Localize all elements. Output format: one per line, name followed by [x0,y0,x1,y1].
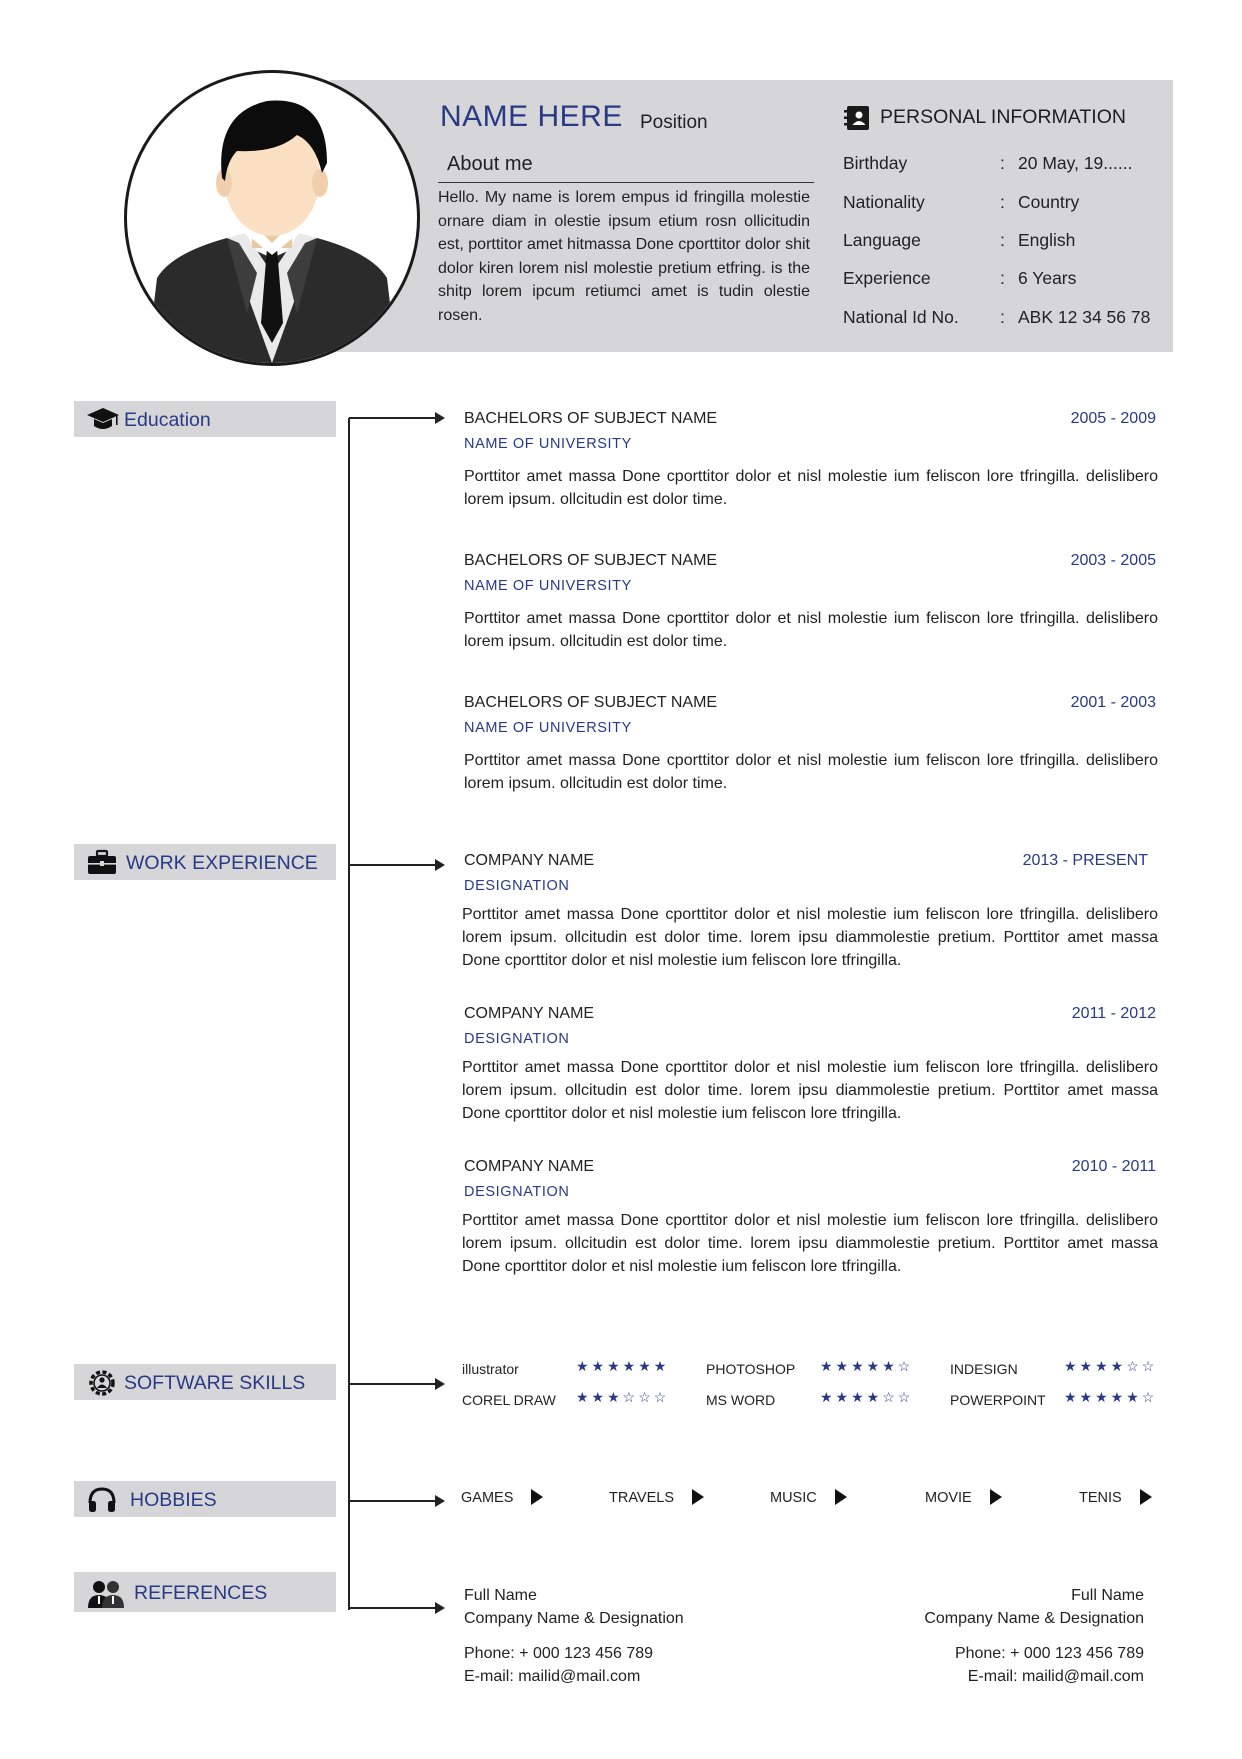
hobby-label: TRAVELS [609,1490,675,1506]
hobby-label: MUSIC [770,1490,817,1506]
skill-name: PHOTOSHOP [706,1361,796,1377]
skill-rating: ★★★★☆☆ [1064,1358,1158,1374]
work-years: 2013 - PRESENT [1022,852,1148,869]
hobby-label: TENIS [1079,1490,1122,1506]
hobby-item [770,1490,847,1506]
work-description: Porttitor amet massa Done cporttitor dolor et nisl molestie ium feliscon lore tfringilla. delislibero lorem ipsum. ollcitudin est dolor time. lorem ipsu diammolestie pretium. Porttitor amet massa Done cporttitor dolor et nisl molestie ium feliscon lore tfringilla. [462,1059,1158,1122]
pi-colon: : [1000,192,1005,212]
company-name: COMPANY NAME [464,1005,595,1022]
reference-email: E-mail: mailid@mail.com [967,1668,1144,1685]
pi-row-nationality [843,192,1163,216]
education-entry [462,552,1156,652]
degree-years: 2003 - 2005 [1070,552,1156,569]
play-icon [531,1489,543,1505]
avatar-illustration [127,73,417,363]
pi-value: ABK 12 34 56 78 [1018,307,1151,327]
section-hobbies [74,1481,336,1517]
education-description: Porttitor amet massa Done cporttitor dolor et nisl molestie ium feliscon lore tfringilla. delislibero lorem ipsum. ollcitudin est dolor time. [464,468,1158,508]
section-label: REFERENCES [134,1582,268,1604]
work-entry [462,1005,1156,1125]
pi-value: English [1018,230,1076,250]
pi-value: 6 Years [1018,268,1077,288]
reference-card [924,1584,1144,1688]
work-entry [462,852,1156,972]
position-label: Position [640,112,708,133]
timeline-line [348,418,350,1610]
name-title: NAME HERE [440,100,623,133]
pi-row-national-id [843,307,1163,331]
skill-name: MS WORD [706,1392,776,1408]
hobby-item [1079,1490,1152,1506]
reference-phone: Phone: + 000 123 456 789 [464,1645,654,1662]
university-name: NAME OF UNIVERSITY [464,436,632,452]
reference-card [464,1584,684,1688]
skills-arrow [349,1383,437,1385]
degree-years: 2005 - 2009 [1070,410,1156,427]
hobby-label: GAMES [461,1490,514,1506]
play-icon [692,1489,704,1505]
pi-colon: : [1000,153,1005,173]
section-label: Education [124,409,211,431]
people-icon [86,1577,126,1614]
pi-label: Language [843,230,921,250]
designation: DESIGNATION [464,878,570,894]
skill-rating: ★★★★★☆ [1064,1389,1158,1405]
work-entry [462,1158,1156,1278]
education-description: Porttitor amet massa Done cporttitor dolor et nisl molestie ium feliscon lore tfringilla. delislibero lorem ipsum. ollcitudin est dolor time. [464,610,1158,650]
about-divider [438,182,814,183]
work-description: Porttitor amet massa Done cporttitor dolor et nisl molestie ium feliscon lore tfringilla. delislibero lorem ipsum. ollcitudin est dolor time. lorem ipsu diammolestie pretium. Porttitor amet massa Done cporttitor dolor et nisl molestie ium feliscon lore tfringilla. [462,1212,1158,1275]
reference-name: Full Name [464,1587,537,1604]
avatar [124,70,420,366]
section-label: HOBBIES [130,1489,217,1511]
reference-email: E-mail: mailid@mail.com [464,1668,641,1685]
skill-rating: ★★★★★★ [576,1358,670,1374]
work-arrow [349,864,437,866]
graduation-cap-icon [86,405,120,438]
education-entry [462,410,1156,510]
section-work-experience [74,844,336,880]
work-description: Porttitor amet massa Done cporttitor dolor et nisl molestie ium feliscon lore tfringilla. delislibero lorem ipsum. ollcitudin est dolor time. lorem ipsu diammolestie pretium. Porttitor amet massa Done cporttitor dolor et nisl molestie ium feliscon lore tfringilla. [462,906,1158,969]
hobbies-arrow [349,1500,437,1502]
gear-person-icon [86,1368,118,1403]
hobby-item [461,1490,543,1506]
university-name: NAME OF UNIVERSITY [464,720,632,736]
section-education [74,401,336,437]
pi-row-birthday [843,153,1163,177]
pi-colon: : [1000,307,1005,327]
designation: DESIGNATION [464,1031,570,1047]
university-name: NAME OF UNIVERSITY [464,578,632,594]
reference-company: Company Name & Designation [464,1610,684,1627]
pi-value: 20 May, 19...... [1018,153,1133,173]
skill-rating: ★★★★★☆ [820,1358,914,1374]
briefcase-icon [86,848,118,881]
skill-name: POWERPOINT [950,1392,1046,1408]
about-text: Hello. My name is lorem empus id fringilla molestie ornare diam in olestie ipsum etium rosn ollicitudin est, porttitor amet hitmassa Done cporttitor dolor shit dolor kiren lorem nisl molestie pretium etfring. is the shitp lorem ipcum retiumci amet is tudin olestie rosen. [438,189,810,324]
personal-info-title: PERSONAL INFORMATION [880,106,1126,128]
degree-title: BACHELORS OF SUBJECT NAME [464,694,718,711]
references-arrow [349,1607,437,1609]
degree-title: BACHELORS OF SUBJECT NAME [464,552,718,569]
section-label: WORK EXPERIENCE [126,852,318,874]
skill-name: INDESIGN [950,1361,1018,1377]
reference-name: Full Name [1071,1587,1144,1604]
pi-colon: : [1000,268,1005,288]
degree-title: BACHELORS OF SUBJECT NAME [464,410,718,427]
play-icon [1140,1489,1152,1505]
pi-label: Nationality [843,192,925,212]
hobby-item [609,1490,704,1506]
company-name: COMPANY NAME [464,852,595,869]
play-icon [835,1489,847,1505]
education-arrow [349,417,437,419]
section-label: SOFTWARE SKILLS [124,1372,306,1394]
pi-label: Experience [843,268,931,288]
skill-rating: ★★★☆☆☆ [576,1389,670,1405]
company-name: COMPANY NAME [464,1158,595,1175]
contact-book-icon [843,104,871,137]
work-years: 2011 - 2012 [1071,1005,1156,1022]
designation: DESIGNATION [464,1184,570,1200]
pi-value: Country [1018,192,1080,212]
pi-row-experience [843,268,1163,292]
pi-label: National Id No. [843,307,959,327]
section-software-skills [74,1364,336,1400]
skill-name: COREL DRAW [462,1392,556,1408]
skill-name: illustrator [462,1361,519,1377]
pi-colon: : [1000,230,1005,250]
hobby-item [925,1490,1002,1506]
pi-label: Birthday [843,153,908,173]
skill-rating: ★★★★☆☆ [820,1389,914,1405]
education-description: Porttitor amet massa Done cporttitor dolor et nisl molestie ium feliscon lore tfringilla. delislibero lorem ipsum. ollcitudin est dolor time. [464,752,1158,792]
hobby-label: MOVIE [925,1490,972,1506]
work-years: 2010 - 2011 [1071,1158,1156,1175]
education-entry [462,694,1156,794]
degree-years: 2001 - 2003 [1070,694,1156,711]
play-icon [990,1489,1002,1505]
about-title: About me [447,153,533,175]
section-references [74,1572,336,1612]
headphones-icon [86,1485,118,1520]
reference-phone: Phone: + 000 123 456 789 [954,1645,1144,1662]
reference-company: Company Name & Designation [924,1610,1144,1627]
pi-row-language [843,230,1163,254]
